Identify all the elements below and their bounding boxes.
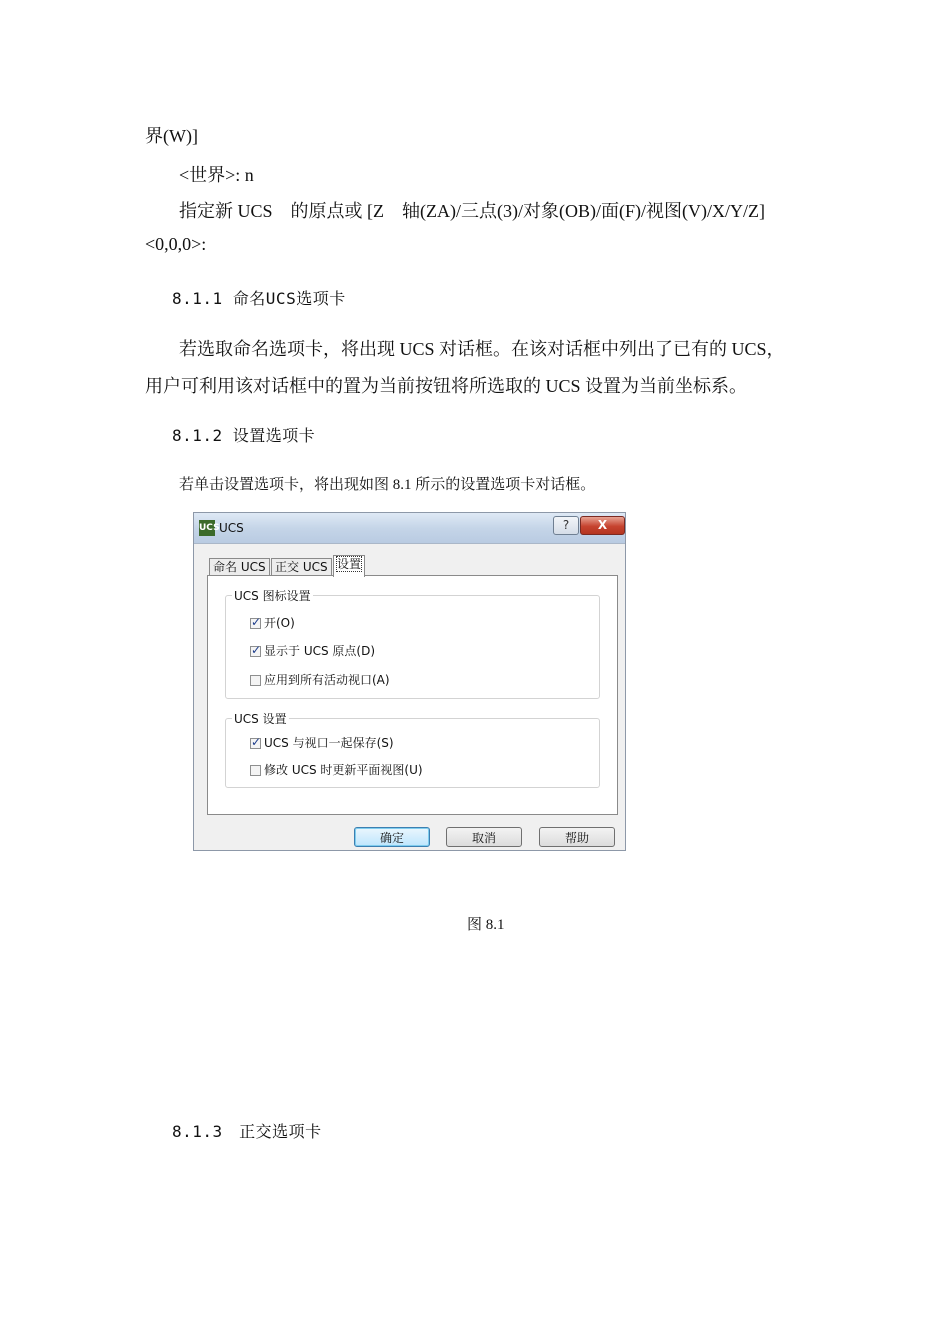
check-icon: ✓	[251, 643, 262, 657]
ucs-settings-group	[225, 712, 600, 788]
checkbox-apply-all-viewports[interactable]	[250, 671, 390, 688]
help-button[interactable]: ?	[553, 516, 579, 535]
checkbox-box[interactable]	[250, 615, 262, 629]
help-text-button[interactable]: 帮助	[539, 827, 615, 847]
ucs-dialog	[193, 512, 626, 851]
cancel-button[interactable]: 取消	[446, 827, 522, 847]
checkbox-label: UCS 与视口一起保存(S)	[264, 736, 394, 750]
text-line-3: 指定新 UCS 的原点或 [Z 轴(ZA)/三点(3)/对象(OB)/面(F)/视图(V)/X/Y/Z]	[179, 201, 765, 221]
paragraph-1-line-1: 若选取命名选项卡，将出现 UCS 对话框。在该对话框中列出了已有的 UCS，	[179, 339, 785, 359]
figure-caption: 图 8.1	[467, 917, 505, 933]
check-icon: ✓	[251, 615, 262, 629]
ok-button[interactable]: 确定	[354, 827, 430, 847]
section-heading-8-1-2: 8.1.2 设置选项卡	[172, 426, 316, 445]
checkbox-box[interactable]	[250, 735, 262, 749]
checkbox-display-at-origin[interactable]	[250, 642, 375, 659]
checkbox-update-plan-view[interactable]	[250, 761, 423, 778]
check-icon: ✓	[251, 735, 262, 749]
checkbox-label: 开(O)	[264, 616, 295, 630]
section-heading-8-1-3: 8.1.3 正交选项卡	[172, 1122, 322, 1141]
dialog-title: UCS	[219, 521, 244, 535]
checkbox-on[interactable]	[250, 614, 295, 631]
tab-orthographic-ucs[interactable]: 正交 UCS	[271, 558, 332, 576]
checkbox-box[interactable]	[250, 675, 261, 686]
paragraph-1-line-2: 用户可利用该对话框中的置为当前按钮将所选取的 UCS 设置为当前坐标系。	[145, 376, 748, 396]
dialog-titlebar	[194, 513, 625, 544]
group-label-ucs-settings: UCS 设置	[234, 712, 287, 726]
text-line-1: 界(W)]	[145, 126, 198, 146]
checkbox-label: 修改 UCS 时更新平面视图(U)	[264, 763, 423, 777]
tab-settings[interactable]	[333, 555, 365, 577]
close-button[interactable]: X	[580, 516, 625, 535]
text-line-4: <0,0,0>:	[145, 234, 207, 254]
paragraph-2: 若单击设置选项卡，将出现如图 8.1 所示的设置选项卡对话框。	[179, 477, 596, 493]
checkbox-save-with-viewport[interactable]	[250, 734, 394, 751]
text-line-2: <世界>: n	[179, 165, 254, 185]
checkbox-box[interactable]	[250, 765, 261, 776]
checkbox-label: 应用到所有活动视口(A)	[264, 673, 390, 687]
autocad-app-icon: UCS	[199, 520, 215, 536]
checkbox-box[interactable]	[250, 643, 262, 657]
settings-panel	[207, 575, 618, 815]
tab-named-ucs[interactable]: 命名 UCS	[209, 558, 270, 576]
section-heading-8-1-1: 8.1.1 命名UCS选项卡	[172, 289, 346, 308]
tab-settings-label: 设置	[337, 557, 362, 571]
group-label-icon-settings: UCS 图标设置	[234, 589, 311, 603]
ucs-icon-settings-group	[225, 589, 600, 699]
checkbox-label: 显示于 UCS 原点(D)	[264, 644, 376, 658]
